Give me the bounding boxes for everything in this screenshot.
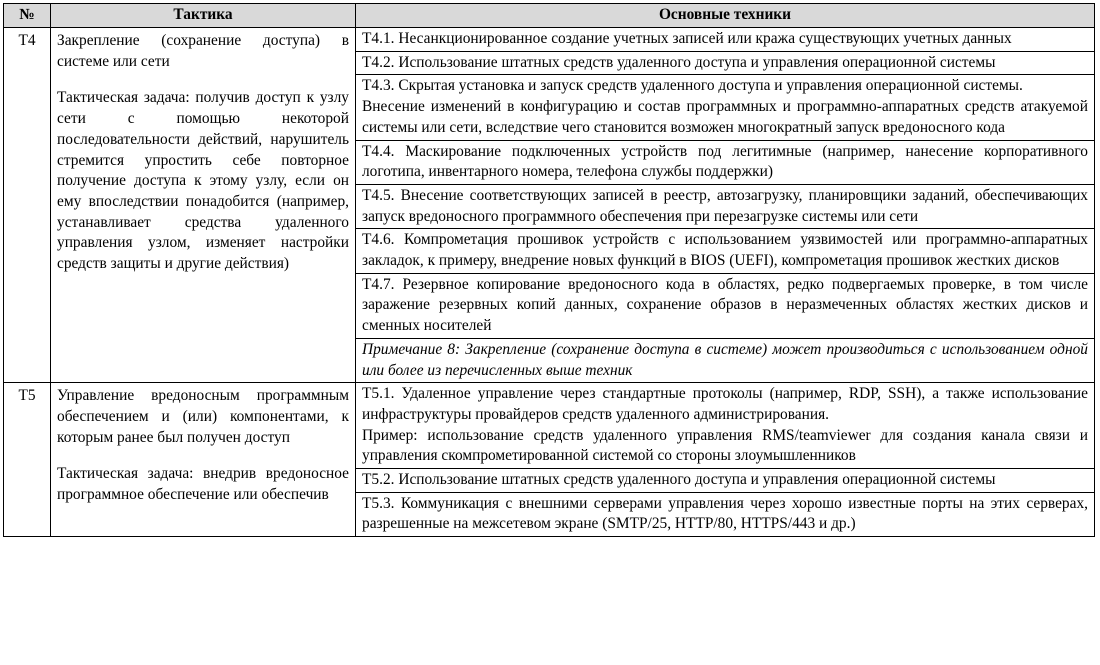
- note-cell: Примечание 8: Закрепление (сохранение доступа в системе) может производиться с использованием одной или более из перечисленных выше техник: [356, 338, 1095, 382]
- table-row: [4, 383, 1095, 469]
- technique-cell: Т4.1. Несанкционированное создание учетных записей или кража существующих учетных данных: [356, 28, 1095, 52]
- technique-text: Т5.1. Удаленное управление через стандартные протоколы (например, RDP, SSH), а также использование инфраструктуры провайдеров средств удаленного администрирования.: [362, 385, 1088, 423]
- header-techniques: Основные техники: [356, 4, 1095, 28]
- tactic-task: Тактическая задача: внедрив вредоносное программное обеспечение или обеспечив: [57, 465, 349, 504]
- tactic-cell: [51, 28, 356, 383]
- table-row: [4, 28, 1095, 52]
- tactic-cell: [51, 383, 356, 537]
- tactic-name: Управление вредоносным программным обеспечением и (или) компонентами, к которым ранее был получен доступ: [57, 387, 349, 446]
- technique-cell: Т4.6. Компрометация прошивок устройств с использованием уязвимостей или программно-аппаратных закладок, к примеру, внедрение новых функций в BIOS (UEFI), компрометация прошивок жестких дисков: [356, 229, 1095, 273]
- techniques-table: [3, 3, 1095, 537]
- technique-cell: Т4.4. Маскирование подключенных устройств под легитимные (например, нанесение корпоративного логотипа, инвентарного номера, телефона службы поддержки): [356, 140, 1095, 184]
- table-header-row: [4, 4, 1095, 28]
- technique-cell: Т4.2. Использование штатных средств удаленного доступа и управления операционной системы: [356, 51, 1095, 75]
- technique-cell: Т4.5. Внесение соответствующих записей в реестр, автозагрузку, планировщики заданий, обеспечивающих запуск вредоносного программного обеспечения при перезагрузке системы или сети: [356, 184, 1095, 228]
- header-num: №: [4, 4, 51, 28]
- technique-text: Т4.3. Скрытая установка и запуск средств удаленного доступа и управления операционной системы.: [362, 77, 1023, 95]
- tactic-number: Т4: [4, 28, 51, 383]
- technique-cell: [356, 75, 1095, 140]
- tactic-number: Т5: [4, 383, 51, 537]
- tactic-task: Тактическая задача: получив доступ к узлу сети с помощью некоторой последовательности действий, нарушитель стремится упростить себе повторное получение доступа к этому узлу, если он ему впоследствии понадобится (например, устанавливает средства удаленного управления узлом, изменяет настройки средств защиты и другие действия): [57, 89, 349, 273]
- technique-cell: Т5.3. Коммуникация с внешними серверами управления через хорошо известные порты на этих серверах, разрешенные на межсетевом экране (SMTP/25, HTTP/80, HTTPS/443 и др.): [356, 492, 1095, 536]
- technique-cell: Т5.2. Использование штатных средств удаленного доступа и управления операционной системы: [356, 469, 1095, 493]
- tactic-name: Закрепление (сохранение доступа) в системе или сети: [57, 32, 349, 70]
- header-tactic: Тактика: [51, 4, 356, 28]
- technique-cell: [356, 383, 1095, 469]
- technique-extra: Пример: использование средств удаленного управления RMS/teamviewer для создания канала связи и управления скомпрометированной системой со стороны злоумышленников: [362, 426, 1088, 465]
- technique-cell: Т4.7. Резервное копирование вредоносного кода в областях, редко подвергаемых проверке, в том числе заражение резервных копий данных, сохранение образов в неразмеченных областях жестких дисков и сменных носителей: [356, 273, 1095, 338]
- technique-extra: Внесение изменений в конфигурацию и состав программных и программно-аппаратных средств атакуемой системы или сети, вследствие чего становится возможен многократный запуск вредоносного кода: [362, 98, 1088, 136]
